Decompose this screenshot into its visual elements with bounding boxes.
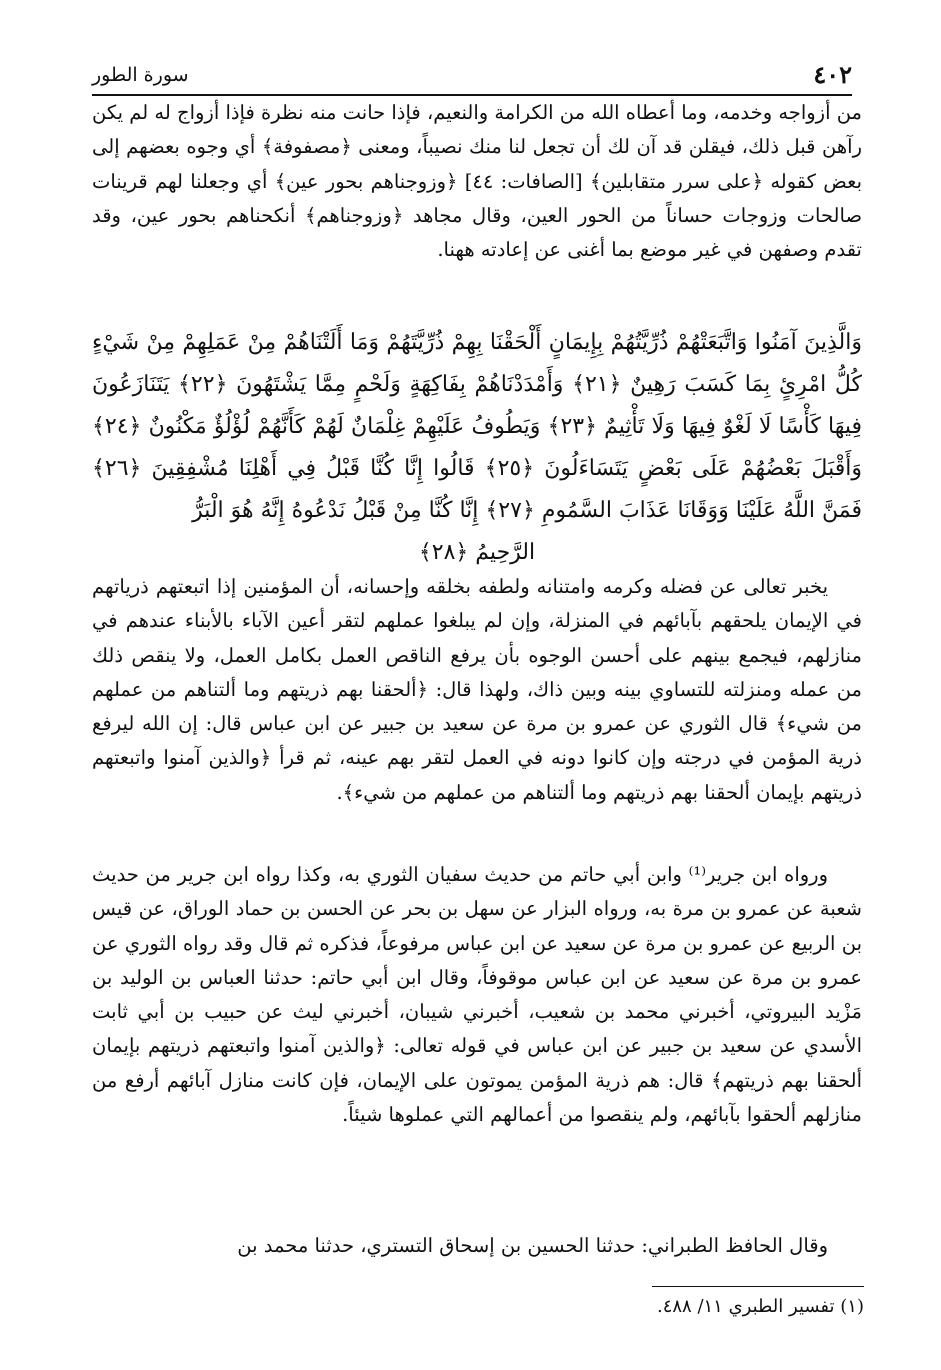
quran-verses-block: [92, 322, 862, 574]
paragraph-text: وقال الحافظ الطبراني: حدثنا الحسين بن إسحاق التستري، حدثنا محمد بن: [237, 1234, 828, 1257]
paragraph-tafsir: [92, 570, 862, 810]
quran-verses-last-line: الرَّحِيمُ ﴿٢٨﴾: [418, 540, 536, 565]
paragraph-text: من أزواجه وخدمه، وما أعطاه الله من الكرامة والنعيم، فإذا حانت منه نظرة فإذا أزواج له لم يكن رآهن قبل ذلك، فيقلن قد آن لك أن تجعل لنا منك نصيباً، ومعنى ﴿مصفوفة﴾ أي وجوه بعضهم إلى بعض كقوله ﴿على سرر متقابلين﴾ [الصافات: ٤٤] ﴿وزوجناهم بحور عين﴾ أي وجعلنا لهم قرينات صالحات وزوجات حساناً من الحور العين، وقال مجاهد ﴿وزوجناهم﴾ أنكحناهم بحور عين، وقد تقدم وصفهن في غير موضع بما أغنى عن إعادته ههنا.: [92, 101, 862, 262]
page-header: [92, 58, 852, 96]
paragraph-text: ورواه ابن جرير⁽¹⁾ وابن أبي حاتم من حديث سفيان الثوري به، وكذا رواه ابن جرير من حديث شعبة عن عمرو بن مرة به، ورواه البزار عن سهل بن بحر عن الحسن بن حماد الوراق، عن قيس بن الربيع عن عمرو بن مرة عن سعيد عن ابن عباس مرفوعاً، فذكره ثم قال وقد رواه الثوري عن عمرو بن مرة عن سعيد عن ابن عباس موقوفاً، وقال ابن أبي حاتم: حدثنا العباس بن الوليد بن مَزْيد البيروتي، أخبرني محمد بن شعيب، أخبرني شيبان، أخبرني ليث عن حبيب بن أبي ثابت الأسدي عن سعيد بن جبير عن ابن عباس في قوله تعالى: ﴿والذين آمنوا واتبعتهم ذريتهم بإيمان ألحقنا بهم ذريتهم﴾ قال: هم ذرية المؤمن يموتون على الإيمان، فإن كانت منازل آبائهم أرفع من منازلهم ألحقوا بآبائهم، ولم ينقصوا من أعمالهم التي عملوها شيئاً.: [92, 863, 862, 1127]
paragraph-tabarani: [92, 1229, 862, 1263]
footnote-divider: [652, 1286, 864, 1287]
surah-title: سورة الطور: [92, 64, 189, 86]
paragraph-text: يخبر تعالى عن فضله وكرمه وامتنانه ولطفه بخلقه وإحسانه، أن المؤمنين إذا اتبعتهم ذرياتهم في الإيمان يلحقهم بآبائهم في المنزلة، وإن لم يبلغوا عملهم لتقر أعين الآباء بالأبناء عندهم في منازلهم، فيجمع بينهم على أحسن الوجوه بأن يرفع الناقص العمل بكامل العمل، ولا ينقص ذلك من عمله ومنزلته للتساوي بينه وبين ذاك، ولهذا قال: ﴿ألحقنا بهم ذريتهم وما ألتناهم من عملهم من شيء﴾ قال الثوري عن عمرو بن مرة عن سعيد بن جبير عن ابن عباس قال: إن الله ليرفع ذرية المؤمن في درجته وإن كانوا دونه في العمل لتقر بهم عينه، ثم قرأ ﴿والذين آمنوا واتبعتهم ذريتهم بإيمان ألحقنا بهم ذريتهم وما ألتناهم من عملهم من شيء﴾.: [92, 575, 862, 804]
footnote: (١) تفسير الطبري ١١/ ٤٨٨.: [656, 1296, 864, 1317]
paragraph-intro: [92, 96, 862, 267]
page-number: ٤٠٢: [813, 60, 852, 89]
paragraph-narrations: [92, 858, 862, 1132]
quran-verses-text: وَالَّذِينَ آمَنُوا وَاتَّبَعَتْهُمْ ذُرِّيَّتُهُمْ بِإِيمَانٍ أَلْحَقْنَا بِهِمْ ذُرِّيَّتَهُمْ وَمَا أَلَتْنَاهُمْ مِنْ عَمَلِهِمْ مِنْ شَيْءٍ كُلُّ امْرِئٍ بِمَا كَسَبَ رَهِينٌ ﴿٢١﴾ وَأَمْدَدْنَاهُمْ بِفَاكِهَةٍ وَلَحْمٍ مِمَّا يَشْتَهُونَ ﴿٢٢﴾ يَتَنَازَعُونَ فِيهَا كَأْسًا لَا لَغْوٌ فِيهَا وَلَا تَأْثِيمٌ ﴿٢٣﴾ وَيَطُوفُ عَلَيْهِمْ غِلْمَانٌ لَهُمْ كَأَنَّهُمْ لُؤْلُؤٌ مَكْنُونٌ ﴿٢٤﴾ وَأَقْبَلَ بَعْضُهُمْ عَلَى بَعْضٍ يَتَسَاءَلُونَ ﴿٢٥﴾ قَالُوا إِنَّا كُنَّا قَبْلُ فِي أَهْلِنَا مُشْفِقِينَ ﴿٢٦﴾ فَمَنَّ اللَّهُ عَلَيْنَا وَوَقَانَا عَذَابَ السَّمُومِ ﴿٢٧﴾ إِنَّا كُنَّا مِنْ قَبْلُ نَدْعُوهُ إِنَّهُ هُوَ الْبَرُّ: [92, 330, 862, 523]
